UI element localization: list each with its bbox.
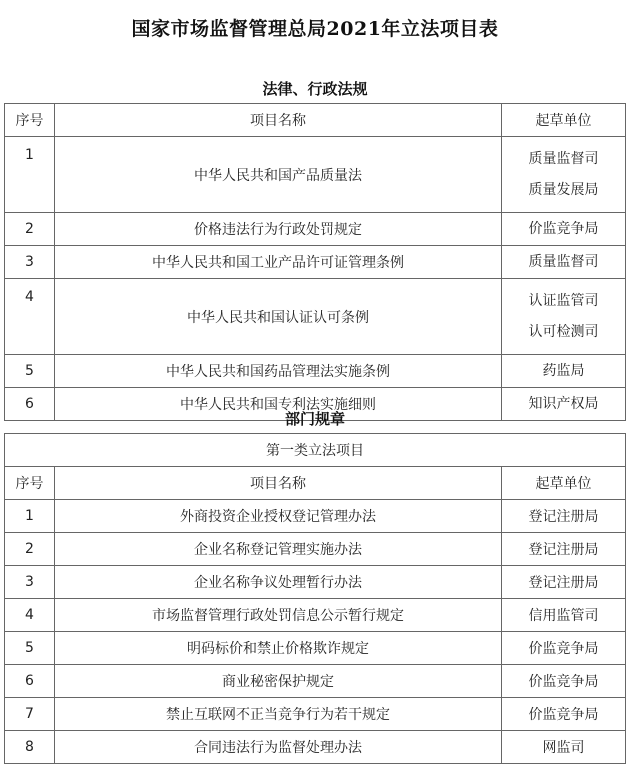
row-number: 1 xyxy=(5,137,55,213)
header-name: 项目名称 xyxy=(55,104,502,137)
drafting-unit xyxy=(502,246,626,279)
drafting-unit-line: 质量发展局 xyxy=(528,181,599,198)
section-title-regulations: 部门规章 xyxy=(284,410,345,428)
drafting-unit-line: 质量监督司 xyxy=(528,150,599,167)
table-header-row xyxy=(5,104,626,137)
drafting-unit: 登记注册局 xyxy=(502,500,626,533)
drafting-unit-line: 认证监管司 xyxy=(528,292,599,309)
drafting-unit: 价监竞争局 xyxy=(502,665,626,698)
drafting-unit: 登记注册局 xyxy=(502,566,626,599)
category-row xyxy=(5,434,626,467)
drafting-unit-line: 认可检测司 xyxy=(528,323,599,340)
drafting-unit xyxy=(502,213,626,246)
table-header-row xyxy=(5,467,626,500)
header-no: 序号 xyxy=(5,104,55,137)
row-number: 1 xyxy=(5,500,55,533)
project-name: 中华人民共和国工业产品许可证管理条例 xyxy=(55,246,502,279)
table-row xyxy=(5,632,626,665)
row-number: 3 xyxy=(5,246,55,279)
project-name: 外商投资企业授权登记管理办法 xyxy=(55,500,502,533)
regulations-table xyxy=(4,433,626,764)
laws-table xyxy=(4,103,626,421)
document-title: 国家市场监督管理总局2021年立法项目表 xyxy=(131,18,499,40)
category-title: 第一类立法项目 xyxy=(5,434,626,467)
table-row xyxy=(5,566,626,599)
row-number: 4 xyxy=(5,279,55,355)
drafting-unit-line: 药监局 xyxy=(542,362,585,379)
drafting-unit: 价监竞争局 xyxy=(502,698,626,731)
table-row xyxy=(5,137,626,213)
row-number: 7 xyxy=(5,698,55,731)
header-name: 项目名称 xyxy=(55,467,502,500)
drafting-unit-line: 质量监督司 xyxy=(528,253,599,270)
table-row xyxy=(5,500,626,533)
row-number: 5 xyxy=(5,355,55,388)
project-name: 禁止互联网不正当竞争行为若干规定 xyxy=(55,698,502,731)
drafting-unit: 网监司 xyxy=(502,731,626,764)
drafting-unit xyxy=(502,279,626,355)
row-number: 2 xyxy=(5,213,55,246)
drafting-unit xyxy=(502,355,626,388)
project-name: 合同违法行为监督处理办法 xyxy=(55,731,502,764)
row-number: 4 xyxy=(5,599,55,632)
project-name: 中华人民共和国认证认可条例 xyxy=(55,279,502,355)
header-no: 序号 xyxy=(5,467,55,500)
project-name: 商业秘密保护规定 xyxy=(55,665,502,698)
row-number: 8 xyxy=(5,731,55,764)
project-name: 市场监督管理行政处罚信息公示暂行规定 xyxy=(55,599,502,632)
row-number: 5 xyxy=(5,632,55,665)
row-number: 6 xyxy=(5,388,55,421)
table-row xyxy=(5,533,626,566)
project-name: 中华人民共和国产品质量法 xyxy=(55,137,502,213)
project-name: 明码标价和禁止价格欺诈规定 xyxy=(55,632,502,665)
row-number: 6 xyxy=(5,665,55,698)
drafting-unit: 登记注册局 xyxy=(502,533,626,566)
project-name: 企业名称争议处理暂行办法 xyxy=(55,566,502,599)
drafting-unit-line: 价监竞争局 xyxy=(528,220,599,237)
project-name: 中华人民共和国药品管理法实施条例 xyxy=(55,355,502,388)
row-number: 3 xyxy=(5,566,55,599)
table-row xyxy=(5,213,626,246)
drafting-unit: 信用监管司 xyxy=(502,599,626,632)
table-row xyxy=(5,731,626,764)
table-row xyxy=(5,698,626,731)
project-name: 中华人民共和国专利法实施细则 xyxy=(55,388,502,421)
section-title-laws: 法律、行政法规 xyxy=(262,80,368,98)
row-number: 2 xyxy=(5,533,55,566)
header-unit: 起草单位 xyxy=(502,467,626,500)
table-row xyxy=(5,279,626,355)
header-unit: 起草单位 xyxy=(502,104,626,137)
drafting-unit: 价监竞争局 xyxy=(502,632,626,665)
project-name: 价格违法行为行政处罚规定 xyxy=(55,213,502,246)
table-row xyxy=(5,665,626,698)
table-row xyxy=(5,246,626,279)
table-row xyxy=(5,599,626,632)
project-name: 企业名称登记管理实施办法 xyxy=(55,533,502,566)
drafting-unit-line: 知识产权局 xyxy=(528,395,599,412)
drafting-unit xyxy=(502,137,626,213)
table-row xyxy=(5,355,626,388)
